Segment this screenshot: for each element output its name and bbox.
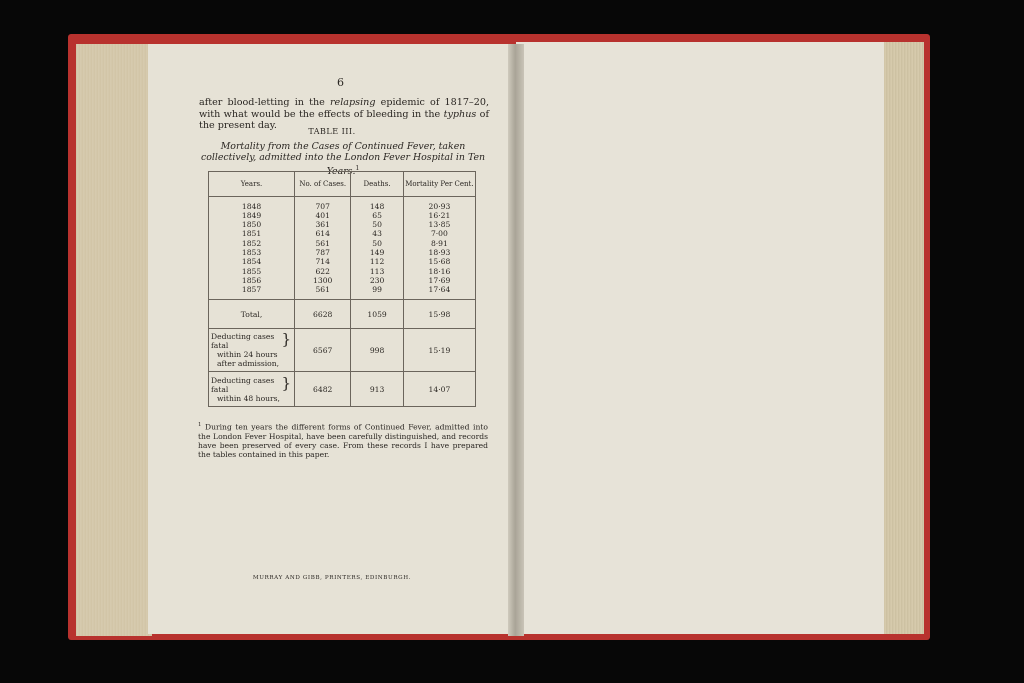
cell-year: 1850 bbox=[241, 220, 262, 230]
table-title: TABLE III. bbox=[308, 127, 356, 136]
deduct-24-label bbox=[209, 329, 295, 372]
cell-deaths: 50 bbox=[372, 238, 382, 248]
cell-cases: 707 bbox=[315, 201, 330, 211]
brace-glyph: } bbox=[281, 330, 292, 348]
cell-deaths: 65 bbox=[372, 210, 382, 220]
footnote-mark: 1 bbox=[198, 422, 202, 428]
mortality-column bbox=[403, 197, 475, 300]
cell-cases: 622 bbox=[315, 266, 330, 276]
total-mortality: 15·98 bbox=[403, 300, 475, 329]
cell-year: 1852 bbox=[241, 238, 262, 248]
intro-emphasis: typhus bbox=[443, 108, 477, 120]
cell-mortality: 20·93 bbox=[428, 201, 451, 211]
table-header-row bbox=[209, 172, 476, 197]
deduct-24-line: within 24 hours bbox=[217, 350, 278, 359]
cell-year: 1857 bbox=[241, 285, 262, 295]
cell-cases: 714 bbox=[315, 257, 330, 267]
cell-mortality: 18·93 bbox=[428, 248, 451, 257]
cell-year: 1853 bbox=[241, 248, 262, 257]
table-row-deduct-24 bbox=[209, 329, 476, 372]
cell-deaths: 230 bbox=[369, 275, 385, 285]
cell-year: 1848 bbox=[241, 201, 262, 211]
header-years: Years. bbox=[209, 172, 295, 197]
cell-deaths: 149 bbox=[369, 248, 385, 257]
cell-year: 1856 bbox=[241, 275, 262, 285]
cell-deaths: 113 bbox=[369, 266, 385, 276]
cell-year: 1851 bbox=[241, 229, 262, 239]
cell-deaths: 148 bbox=[369, 201, 385, 211]
cell-cases: 787 bbox=[315, 248, 330, 257]
footnote-text: During ten years the different forms of Continued Fever, admitted into the London Fever Hospital, have been carefully distinguished, and records have been preserved of every case. From these records I have prepared the tables contained in this paper. bbox=[198, 422, 488, 459]
cell-cases: 1300 bbox=[313, 275, 333, 285]
cell-cases: 561 bbox=[315, 238, 330, 248]
cell-year: 1849 bbox=[241, 210, 262, 220]
total-label: Total, bbox=[240, 309, 263, 319]
cell-cases: 361 bbox=[315, 220, 330, 230]
right-page-edges bbox=[880, 42, 924, 634]
left-page-edges bbox=[76, 44, 152, 636]
cell-cases: 614 bbox=[315, 229, 330, 239]
cell-deaths: 112 bbox=[369, 257, 385, 267]
total-deaths: 1059 bbox=[351, 300, 403, 329]
cell-mortality: 15·68 bbox=[428, 257, 451, 267]
intro-text: epidemic of 1817–20, with what would be the effects of bleeding in the bbox=[199, 97, 489, 120]
header-deaths: Deaths. bbox=[351, 172, 403, 197]
deduct-24-line: after admission, bbox=[217, 359, 280, 368]
caption-text: Mortality from the Cases of Continued Fever, taken collectively, admitted into the London Fever Hospital in Ten Years. bbox=[200, 141, 486, 178]
cell-mortality: 17·64 bbox=[428, 285, 451, 295]
cell-mortality: 18·16 bbox=[428, 266, 451, 276]
footnote-mark: 1 bbox=[355, 165, 360, 172]
deduct-48-line: Deducting cases fatal bbox=[211, 375, 275, 394]
intro-text: of the present day. bbox=[199, 108, 489, 131]
cell-deaths: 99 bbox=[372, 285, 382, 295]
printer-imprint: MURRAY AND GIBB, PRINTERS, EDINBURGH. bbox=[252, 575, 412, 581]
deduct-24-cases: 6567 bbox=[295, 329, 351, 372]
deduct-24-deaths: 998 bbox=[351, 329, 403, 372]
total-label-cell bbox=[209, 300, 295, 329]
deduct-48-line: within 48 hours, bbox=[217, 393, 280, 403]
cell-cases: 561 bbox=[315, 285, 330, 295]
cell-deaths: 43 bbox=[372, 229, 382, 239]
cell-mortality: 13·85 bbox=[428, 220, 451, 230]
total-cases: 6628 bbox=[295, 300, 351, 329]
cell-mortality: 8·91 bbox=[430, 238, 448, 248]
deaths-column bbox=[351, 197, 403, 300]
header-mortality: Mortality Per Cent. bbox=[403, 172, 475, 197]
footnote bbox=[198, 421, 488, 459]
brace-glyph: } bbox=[281, 373, 292, 392]
deduct-48-label bbox=[209, 372, 295, 407]
page-number: 6 bbox=[337, 76, 344, 89]
intro-emphasis: relapsing bbox=[329, 97, 376, 108]
header-cases: No. of Cases. bbox=[295, 172, 351, 197]
cell-mortality: 7·00 bbox=[430, 229, 448, 239]
deduct-48-deaths: 913 bbox=[351, 372, 403, 407]
cell-deaths: 50 bbox=[372, 220, 382, 230]
table-row bbox=[209, 197, 476, 300]
mortality-table bbox=[208, 171, 476, 407]
cell-year: 1855 bbox=[241, 266, 262, 276]
cell-mortality: 17·69 bbox=[428, 275, 451, 285]
deduct-24-line: Deducting cases fatal bbox=[211, 332, 275, 350]
cell-cases: 401 bbox=[315, 210, 330, 220]
table-row-total bbox=[209, 300, 476, 329]
right-page-blank bbox=[516, 42, 884, 634]
deduct-24-mortality: 15·19 bbox=[403, 329, 475, 372]
deduct-48-cases: 6482 bbox=[295, 372, 351, 407]
cases-column bbox=[295, 197, 351, 300]
intro-text: after blood-letting in the bbox=[199, 97, 330, 108]
cell-year: 1854 bbox=[241, 257, 262, 267]
deduct-48-mortality: 14·07 bbox=[403, 372, 475, 407]
cell-mortality: 16·21 bbox=[428, 210, 451, 220]
table-row-deduct-48 bbox=[209, 372, 476, 407]
years-column bbox=[209, 197, 295, 300]
